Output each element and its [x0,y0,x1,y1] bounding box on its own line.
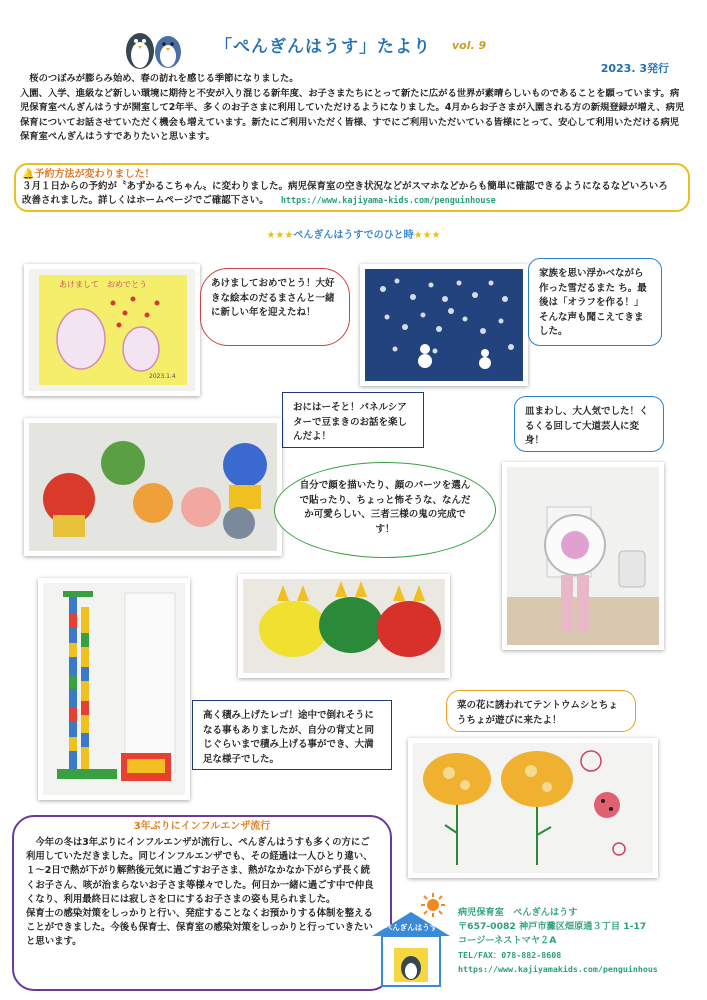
footer-url-link[interactable]: https://www.kajiyamakids.com/penguinhous [458,964,658,974]
stars-right: ★★★ [413,230,441,241]
section-heading-text: ぺんぎんはうすでのひと時 [293,230,414,241]
photo-oni-masks [238,574,450,678]
intro-text [20,72,688,145]
bubble-lego: 高く積み上げたレゴ！途中で倒れそうになる事もありましたが、自分の背丈と同じぐらいまで積み上げる事ができ、大満足な様子でした。 [192,700,392,770]
photo-lego-tower [38,578,190,800]
flu-section-title: 3年ぶりにインフルエンザ流行 [133,821,271,832]
photo-canola-flowers [408,738,658,878]
bubble-butterfly: 菜の花に誘われてテントウムシとちょうちょが遊びに来たよ！ [446,690,636,732]
bell-icon: 🔔 [22,169,35,180]
volume-number: vol. 9 [452,39,487,52]
house-logo [368,908,454,988]
issue-date: 2023. 3発行 [600,62,669,75]
bubble-newyear: あけましておめでとう！大好きな絵本のだるまさんと一緒に新しい年を迎えたね！ [200,268,350,346]
notice-body [22,180,677,208]
photo-newyear-card [24,264,200,396]
card-date: 2023.1.4 [149,373,176,380]
footer-address1: 〒657-0082 神戸市灘区畑原通３丁目 1-17 [458,921,647,932]
notice-heading [22,165,154,180]
photo-snowmen [360,264,528,386]
footer-name: 病児保育室 ぺんぎんはうす [458,907,578,918]
photo-oni-panels [24,418,282,556]
logo-text: ぺんぎんはうす [384,923,438,932]
card-greeting: あけまして おめでとう [59,280,147,289]
penguins-logo [120,24,188,70]
flu-paragraph-1: 今年の冬は3年ぶりにインフルエンザが流行し、ぺんぎんはうすも多くの方にご利用していただきました。同じインフルエンザでも、その経過は一人ひとり違い、１～2日で熱が下がり解熱後元気に過ごすお子さま、熱がなかなか下がらず長く続くお子さん、咳が治まらないお子さま等様々でした。何日か一緒に過ごす中で仲良くなり、利用最終日には寂しさを口にするお子さまの姿も見られました。 [26,837,374,905]
notice-heading-text: 予約方法が変わりました！ [34,169,155,180]
stars-left: ★★★ [266,230,294,241]
section-heading [0,226,707,241]
photo-plate-spinning [502,462,664,650]
bubble-snowmen: 家族を思い浮かべながら作った雪だるまた ち。最後は「オラフを作る！」そんな声も聞こえてきました。 [528,258,662,346]
bubble-oni-masks: 自分で顔を描いたり、顔のパーツを選んで貼ったり、ちょっと怖そうな、なんだか可愛らしい、三者三様の鬼の完成です！ [274,462,496,558]
footer-contact [458,906,658,976]
notice-body-text: ３月１日からの予約が〝あずかるこちゃん〟に変わりました。病児保育室の空き状況などがスマホなどからも簡単に確認できるようになるなどいろいろ改善されました。詳しくはホームページでご確認下さい。 [22,181,668,206]
flu-section-body [26,836,376,950]
bubble-plate-spinning: 皿まわし、大人気でした！くるくる回して大道芸人に変身！ [514,396,664,452]
notice-url-link[interactable]: https://www.kajiyama-kids.com/penguinhouse [280,196,496,206]
footer-address2: コージーネストマヤ２A [458,935,557,946]
newsletter-title: 「ぺんぎんはうす」たより [215,37,431,57]
bubble-oni-theater: おにはーそと！パネルシアターで豆まきのお話を楽しんだよ！ [282,392,424,448]
flu-paragraph-2: 保育士の感染対策をしっかりと行い、発症することなくお預かりする体制を整えることができました。今後も保育士、保育室の感染対策をしっかりと行っていきたいと思います。 [26,908,373,948]
intro-paragraph: 入園、入学、進級など新しい環境に期待と不安が入り混じる新年度、お子さまたちにとって新たに広がる世界が素晴らしいものであることを願っています。病児保育室ぺんぎんはうすが開室して2年半、多くのお子さまに利用していただけるようになりました。4月からお子さまが入園される方の新規登録が増え、病児保育についてお話させていただく機会も増えています。新たにご利用いただく皆様、すでにご利用いただいている皆様にとって、安心して利用いただける病児保育室ぺんぎんはうすでありたいと思います。 [20,87,685,142]
footer-tel: TEL/FAX：078-882-8608 [458,950,562,960]
intro-line-1: 桜のつぼみが膨らみ始め、春の訪れを感じる季節になりました。 [20,73,299,84]
